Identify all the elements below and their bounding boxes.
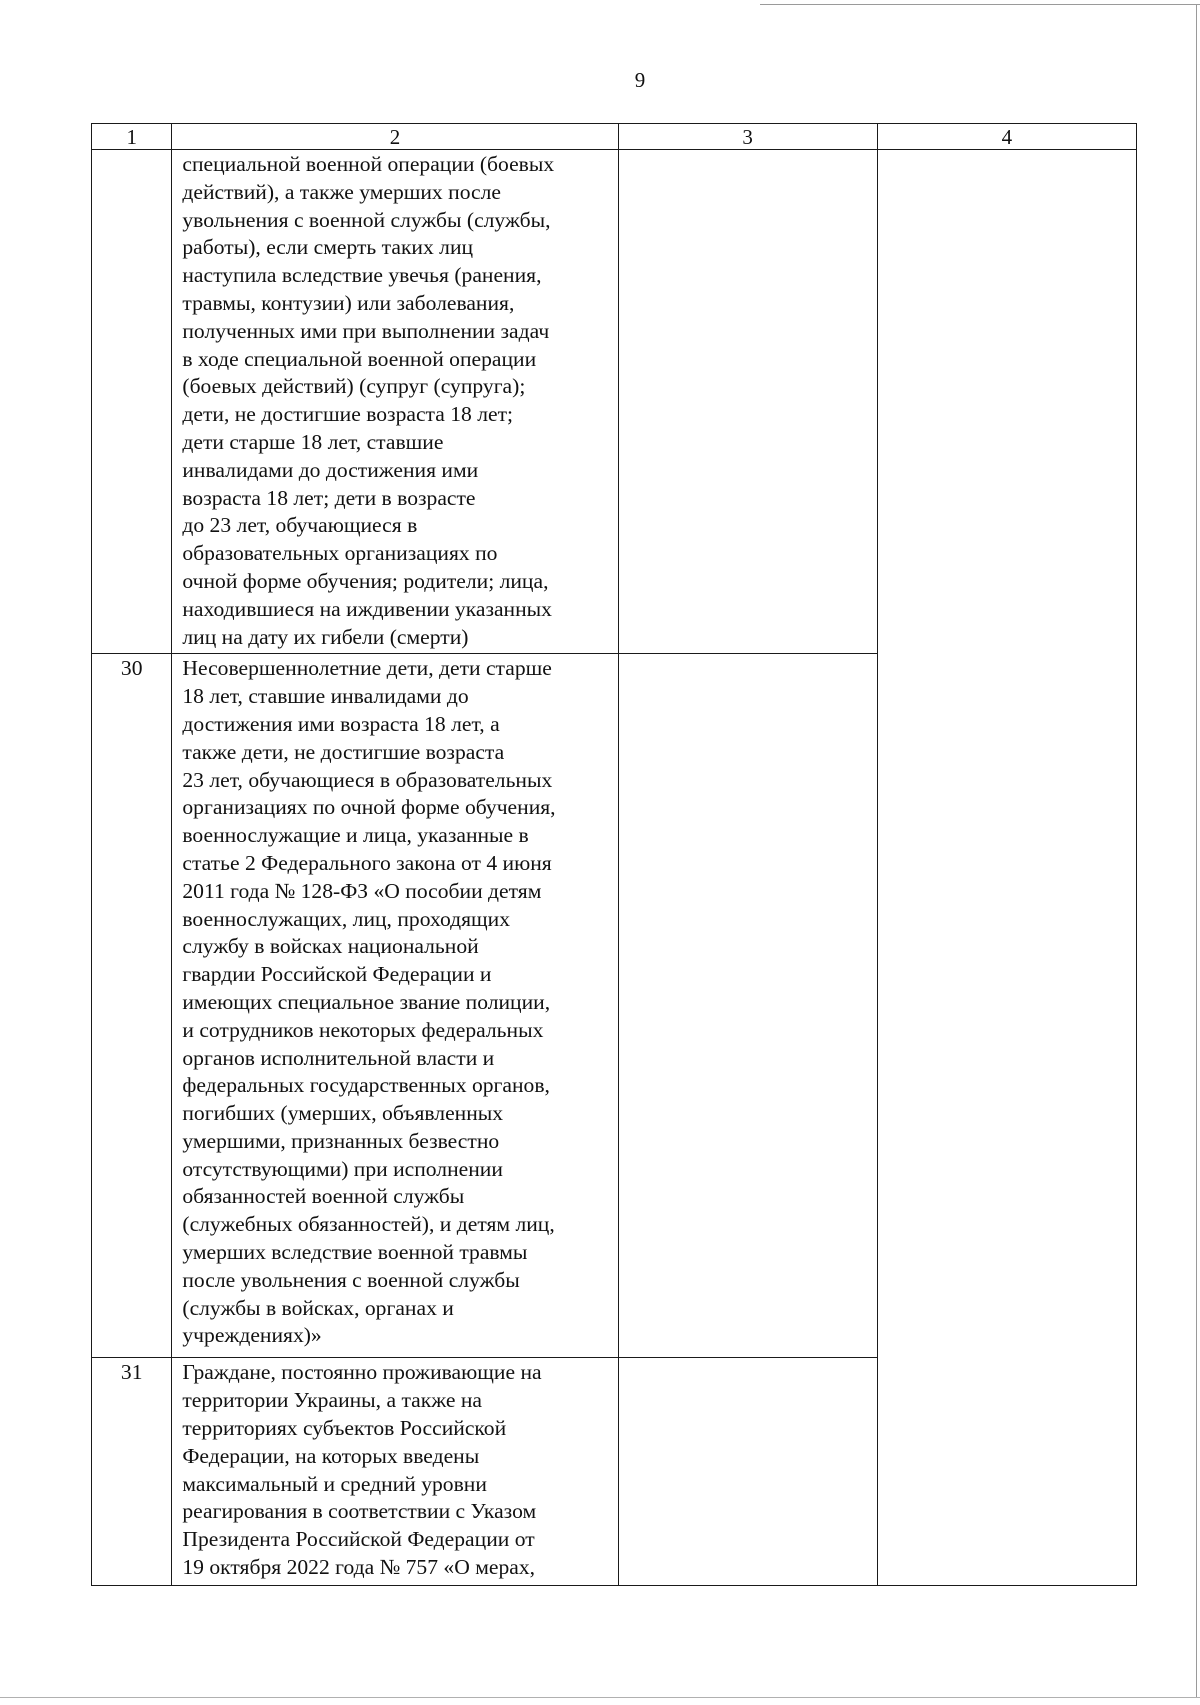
description-line: полученных ими при выполнении задач xyxy=(182,318,550,343)
description-line: дети, не достигшие возраста 18 лет; xyxy=(182,402,514,427)
description-line: статье 2 Федерального закона от 4 июня xyxy=(182,850,552,875)
description-line: органов исполнительной власти и xyxy=(182,1045,495,1070)
row-description xyxy=(172,1358,618,1586)
description-line: территории Украины, а также на xyxy=(182,1388,482,1413)
description-line: реагирования в соответствии с Указом xyxy=(182,1499,537,1524)
description-line: лиц на дату их гибели (смерти) xyxy=(182,624,469,649)
description-line: образовательных организациях по xyxy=(182,541,498,566)
description-line: специальной военной операции (боевых xyxy=(182,152,555,176)
row-description xyxy=(172,654,618,1358)
description-line: имеющих специальное звание полиции, xyxy=(182,989,551,1014)
description-line: Граждане, постоянно проживающие на xyxy=(182,1360,542,1385)
description-line: увольнения с военной службы (службы, xyxy=(182,207,551,232)
scan-frame-bottom-edge xyxy=(0,1697,1200,1698)
description-line: находившиеся на иждивении указанных xyxy=(182,596,552,621)
description-line: травмы, контузии) или заболевания, xyxy=(182,290,515,315)
row-number xyxy=(92,150,172,654)
description-line: отсутствующими) при исполнении xyxy=(182,1156,503,1181)
table-row-continuation xyxy=(92,150,1137,654)
description-line: 23 лет, обучающиеся в образовательных xyxy=(182,767,553,792)
description-line: территориях субъектов Российской xyxy=(182,1415,507,1440)
description-line: службу в войсках национальной xyxy=(182,934,479,959)
description-line: Федерации, на которых введены xyxy=(182,1443,480,1468)
table-header-row xyxy=(92,124,1137,150)
description-line: 2011 года № 128-ФЗ «О пособии детям xyxy=(182,878,542,903)
row-number: 30 xyxy=(92,654,172,1358)
description-line: и сотрудников некоторых федеральных xyxy=(182,1017,544,1042)
row-col3-cell xyxy=(618,654,877,1358)
description-line: гвардии Российской Федерации и xyxy=(182,962,492,987)
description-line: наступила вследствие увечья (ранения, xyxy=(182,263,542,288)
description-line: (боевых действий) (супруг (супруга); xyxy=(182,374,526,399)
page-number: 9 xyxy=(634,68,646,92)
description-line: после увольнения с военной службы xyxy=(182,1267,520,1292)
description-line: Несовершеннолетние дети, дети старше xyxy=(182,656,552,681)
description-line: учреждениях)» xyxy=(182,1323,322,1348)
description-line: дети старше 18 лет, ставшие xyxy=(182,429,444,454)
header-col-2: 2 xyxy=(172,124,618,150)
description-line: обязанностей военной службы xyxy=(182,1184,465,1209)
description-line: также дети, не достигшие возраста xyxy=(182,739,505,764)
header-col-3: 3 xyxy=(618,124,877,150)
description-line: в ходе специальной военной операции xyxy=(182,346,537,371)
description-line: организациях по очной форме обучения, xyxy=(182,795,556,820)
description-line: максимальный и средний уровни xyxy=(182,1471,487,1496)
description-line: военнослужащие и лица, указанные в xyxy=(182,823,529,848)
description-line: умерших вследствие военной травмы xyxy=(182,1240,528,1265)
description-line: очной форме обучения; родители; лица, xyxy=(182,568,549,593)
description-line: военнослужащих, лиц, проходящих xyxy=(182,906,511,931)
row-col3-cell xyxy=(618,1358,877,1586)
description-line: (служебных обязанностей), и детям лиц, xyxy=(182,1212,555,1237)
description-line: умершими, признанных безвестно xyxy=(182,1128,500,1153)
description-line: инвалидами до достижения ими xyxy=(182,457,479,482)
description-line: 19 октября 2022 года № 757 «О мерах, xyxy=(182,1554,536,1579)
description-line: (службы в войсках, органах и xyxy=(182,1295,454,1320)
scan-frame-top-edge xyxy=(760,4,1200,5)
row-col3-cell xyxy=(618,150,877,654)
description-line: погибших (умерших, объявленных xyxy=(182,1101,504,1126)
description-line: 18 лет, ставшие инвалидами до xyxy=(182,684,469,709)
scan-frame-right-edge xyxy=(1196,4,1197,1698)
description-line: федеральных государственных органов, xyxy=(182,1073,550,1098)
document-table xyxy=(91,123,1137,1586)
description-line: действий), а также умерших после xyxy=(182,179,501,204)
description-line: Президента Российской Федерации от xyxy=(182,1527,535,1552)
description-line: возраста 18 лет; дети в возрасте xyxy=(182,485,476,510)
description-line: работы), если смерть таких лиц xyxy=(182,235,474,260)
header-col-4: 4 xyxy=(877,124,1136,150)
col4-merged-cell xyxy=(877,150,1136,1586)
row-description xyxy=(172,150,618,654)
row-number: 31 xyxy=(92,1358,172,1586)
description-line: до 23 лет, обучающиеся в xyxy=(182,513,418,538)
header-col-1: 1 xyxy=(92,124,172,150)
description-line: достижения ими возраста 18 лет, а xyxy=(182,711,500,736)
